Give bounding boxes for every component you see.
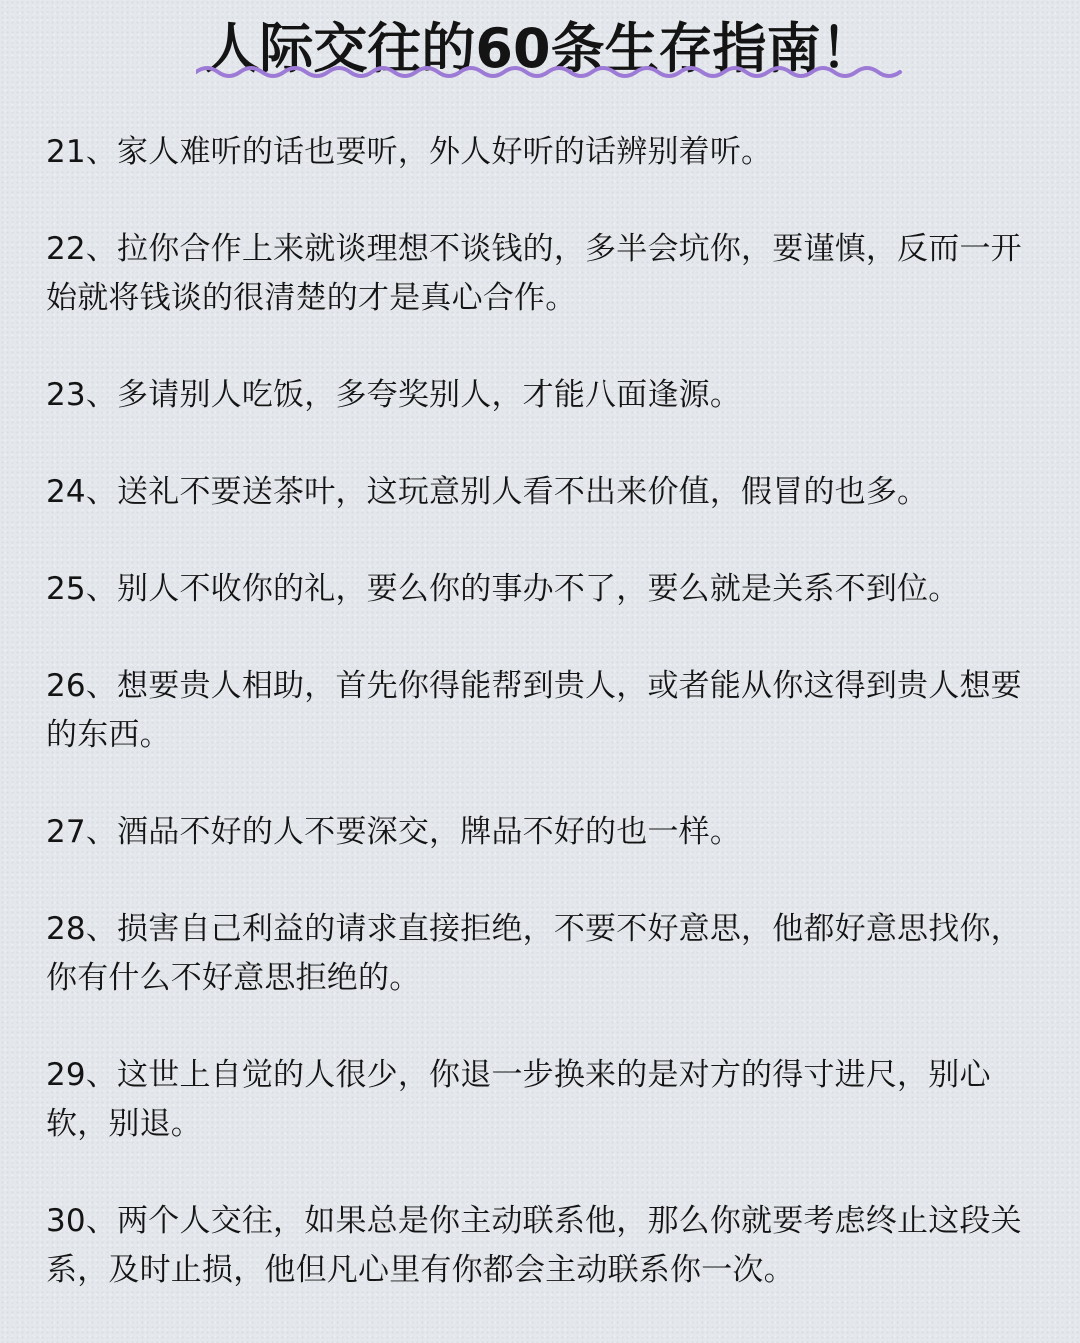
- page-title: 人际交往的60条生存指南！: [205, 17, 875, 80]
- guide-list: [46, 128, 1046, 1343]
- guide-item-24: 24、送礼不要送茶叶，这玩意别人看不出来价值，假冒的也多。: [46, 474, 929, 510]
- guide-item-28: 28、损害自己利益的请求直接拒绝，不要不好意思，他都好意思找你，你有什么不好意思拒绝的。: [46, 911, 1022, 996]
- title-area: [0, 14, 1080, 104]
- guide-item-22: 22、拉你合作上来就谈理想不谈钱的，多半会坑你，要谨慎，反而一开始就将钱谈的很清楚的才是真心合作。: [46, 231, 1022, 316]
- guide-item-23: 23、多请别人吃饭，多夸奖别人，才能八面逢源。: [46, 377, 742, 413]
- guide-item-21: 21、家人难听的话也要听，外人好听的话辨别着听。: [46, 134, 773, 170]
- guide-item-26: 26、想要贵人相助，首先你得能帮到贵人，或者能从你这得到贵人想要的东西。: [46, 668, 1022, 753]
- guide-item-29: 29、这世上自觉的人很少，你退一步换来的是对方的得寸进尺，别心软，别退。: [46, 1057, 991, 1142]
- guide-item-25: 25、别人不收你的礼，要么你的事办不了，要么就是关系不到位。: [46, 571, 960, 607]
- guide-item-30: 30、两个人交往，如果总是你主动联系他，那么你就要考虑终止这段关系，及时止损，他但凡心里有你都会主动联系你一次。: [46, 1203, 1022, 1288]
- title-underline-squiggle: [196, 62, 908, 84]
- guide-item-27: 27、酒品不好的人不要深交，牌品不好的也一样。: [46, 814, 742, 850]
